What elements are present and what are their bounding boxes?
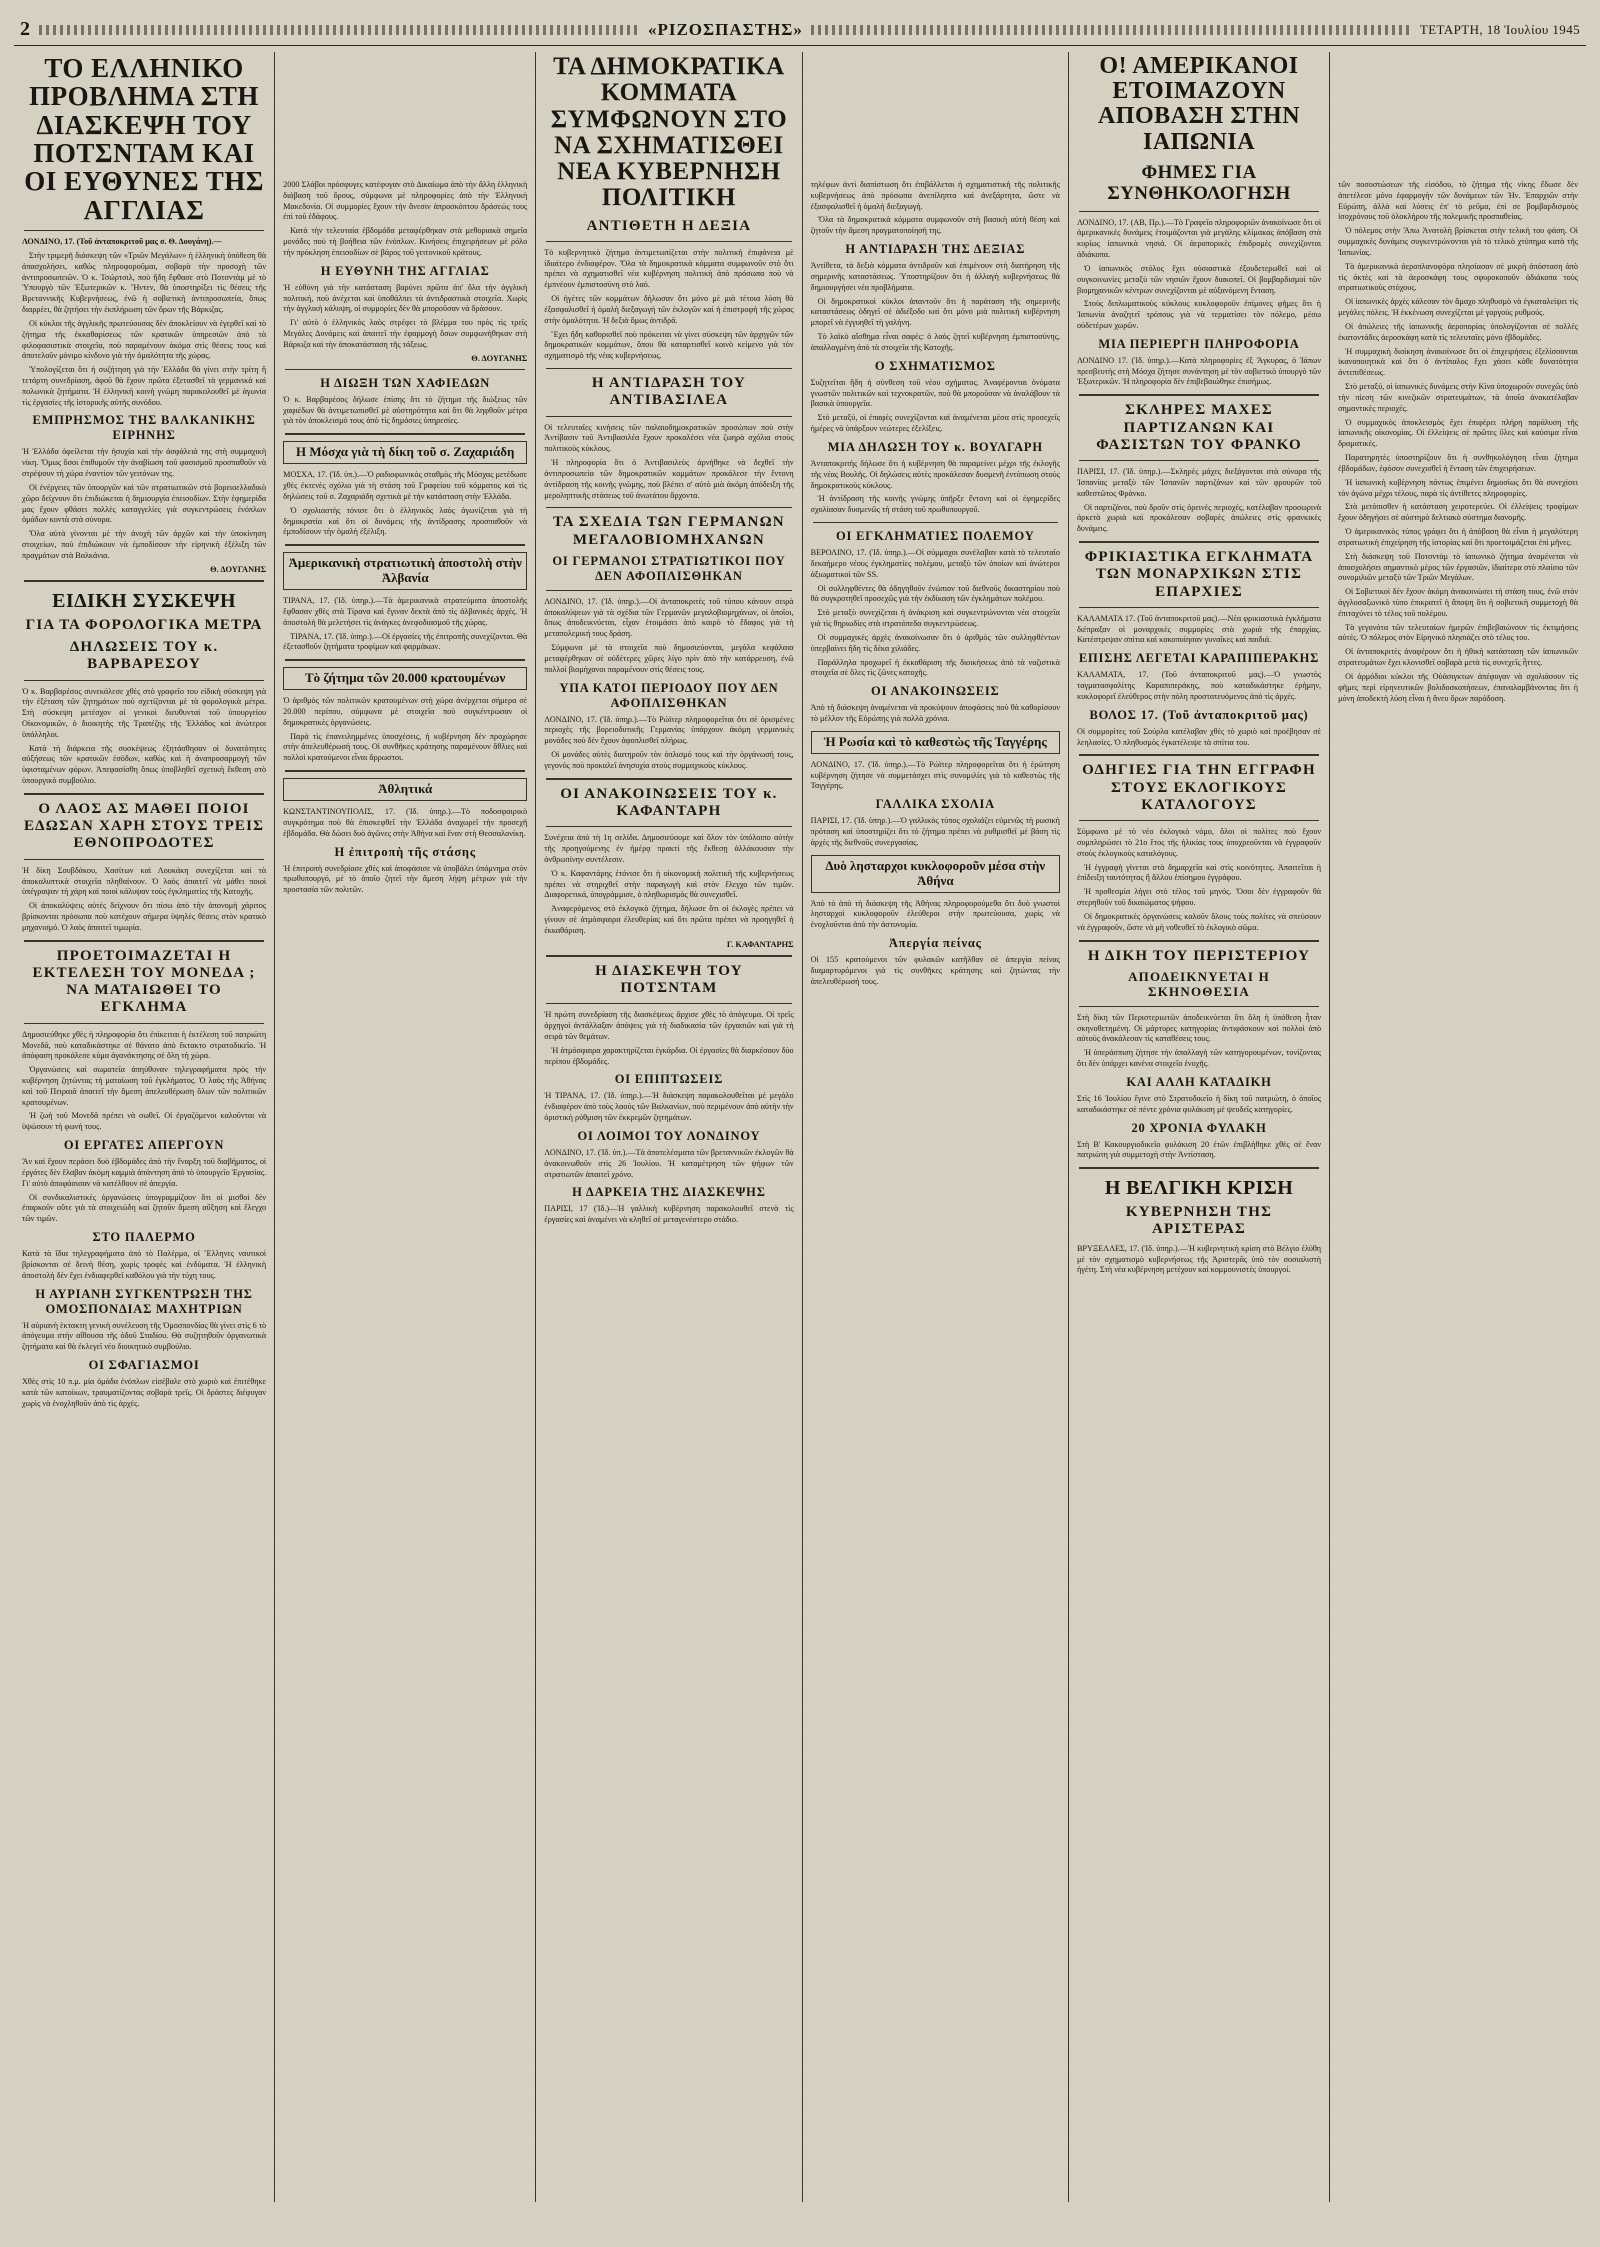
paragraph: Κατὰ τὰ ἴδια τηλεγραφήματα ἀπὸ τὸ Παλέρμο, οἱ Ἕλληνες ναυτικοὶ βρίσκονται σὲ δεινὴ θέση, χωρὶς τροφὲς καὶ ἐνδύματα. Ἡ ἑλληνικὴ ἀποστολὴ δὲν ἔχει ἐνδιαφερθεῖ καθόλου γιὰ τὴν τύχη τους. (22, 1249, 267, 1280)
paragraph: Στὰ μετόπισθεν ἡ κατάσταση χειροτερεύει. Οἱ ἐλλείψεις τροφίμων ἔχουν ὁδηγήσει σὲ αὐστηρὸ δελτιακὸ σύστημα διανομῆς. (1338, 502, 1578, 523)
subhead-volos: ΒΟΛΟΣ 17. (Τοῦ ἀνταποκριτοῦ μας) (1089, 707, 1309, 722)
paragraph: ΠΑΡΙΣΙ, 17. (Ἰδ. ὑπηρ.).—Σκληρὲς μάχες διεξάγονται στὰ σύνορα τῆς Ἱσπανίας μεταξὺ τῶν Ἱσπανῶν παρτιζάνων καὶ τῶν φρουρῶν τοῦ καθεστῶτος Φράνκο. (1076, 467, 1322, 498)
subhead-voulgaris-statement: ΜΙΑ ΔΗΛΩΣΗ ΤΟΥ κ. ΒΟΥΛΓΑΡΗ (827, 439, 1043, 454)
headline-moneda-execution: ΠΡΟΕΤΟΙΜΑΖΕΤΑΙ Η ΕΚΤΕΛΕΣΗ ΤΟΥ ΜΟΝΕΔΑ ; ΝΑ ΜΑΤΑΙΩΘΕΙ ΤΟ ΕΓΚΛΗΜΑ (32, 947, 256, 1016)
paragraph: Ὅλα αὐτὰ γίνονται μὲ τὴν ἀνοχὴ τῶν ἀρχῶν καὶ τὴν ὑποκίνηση στοιχείων, ποὺ ἐπιδιώκουν νὰ ἐμποδίσουν τὴν εἰρηνικὴ ἐξέλιξη τῶν πραγμάτων στὰ Βαλκάνια. (22, 529, 267, 560)
paragraph: Σύμφωνα μὲ τὸ νέο ἐκλογικὸ νόμο, ὅλοι οἱ πολίτες ποὺ ἔχουν συμπληρώσει τὸ 21ο ἔτος τῆς ἡλικίας τους ὑποχρεοῦνται νὰ ἐγγραφοῦν στοὺς ἐκλογικοὺς καταλόγους. (1076, 827, 1322, 858)
paragraph: Ἡ ἐγγραφὴ γίνεται στὰ δημαρχεῖα καὶ στὶς κοινότητες. Ἀπαιτεῖται ἡ ἐπίδειξη ταυτότητας ἢ ἄλλου ἐπίσημου ἐγγράφου. (1076, 862, 1322, 883)
headline-democratic-parties: ΤΑ ΔΗΜΟΚΡΑΤΙΚΑ ΚΟΜΜΑΤΑ ΣΥΜΦΩΝΟΥΝ ΣΤΟ ΝΑ ΣΧΗΜΑΤΙΣΘΕΙ ΝΕΑ ΚΥΒΕΡΝΗΣΗ ΠΟΛΙΤΙΚΗ (550, 53, 788, 212)
subhead-implications: ΟΙ ΕΠΙΠΤΩΣΕΙΣ (614, 1072, 724, 1087)
headline-tax-meeting: ΕΙΔΙΚΗ ΣΥΣΚΕΨΗ (52, 589, 236, 612)
paragraph: Παρατηρητὲς ὑποστηρίζουν ὅτι ἡ συνθηκολόγηση εἶναι ζήτημα ἑβδομάδων, ἐφόσον συνεχισθεῖ ἡ ἔνταση τῶν ἐπιχειρήσεων. (1338, 453, 1578, 473)
paragraph: Ὁ κ. Βαρβαρέσος δήλωσε ἐπίσης ὅτι τὸ ζήτημα τῆς διώξεως τῶν χαφιέδων θὰ ἀντιμετωπισθεῖ μὲ αὐστηρότητα καὶ ὅτι θὰ ληφθοῦν μέτρα γιὰ τὸν ἀποκλεισμό τους ἀπὸ τὶς δημόσιες ὑπηρεσίες. (283, 394, 528, 426)
paragraph: Στὸ μεταξύ, οἱ ἐπαφὲς συνεχίζονται καὶ ἀναμένεται μέσα στὶς προσεχεῖς ἡμέρες νὰ ὑπάρξουν νεώτερες ἐξελίξεις. (810, 413, 1060, 434)
paragraph: Κατὰ τὴ διάρκεια τῆς συσκέψεως ἐξητάσθησαν οἱ δυνατότητες αὐξήσεως τῶν κρατικῶν ἐσόδων, καθὼς καὶ ἡ ἀναπροσαρμογὴ τῶν ὑφισταμένων φόρων. Ἀπεφασίσθη ὅπως ὑποβληθεῖ σχετικὴ ἔκθεση στὸ ὑπουργικὸ συμβούλιο. (22, 743, 267, 786)
paragraph: Ὁ ἀριθμὸς τῶν πολιτικῶν κρατουμένων στὴ χώρα ἀνέρχεται σήμερα σὲ 20.000 περίπου, σύμφωνα μὲ στοιχεῖα ποὺ συγκέντρωσαν οἱ δημοκρατικὲς ὀργανώσεις. (283, 696, 528, 727)
paragraph: Οἱ δημοκρατικοὶ κύκλοι ἀπαντοῦν ὅτι ἡ παράταση τῆς σημερινῆς καταστάσεως ὁδηγεῖ σὲ ἀδιέξοδο καὶ ὅτι μόνο μιὰ πολιτικὴ κυβέρνηση μπορεῖ νὰ ἐγγυηθεῖ τὴ γαλήνη. (810, 296, 1060, 328)
headline-us-mission-albania: Ἀμερικανικὴ στρατιωτικὴ ἀποστολὴ στὴν Ἀλβανία (283, 552, 527, 590)
paragraph: ΛΟΝΔΙΝΟ, 17. (Ἰδ. ὑπ.).—Τὰ ἀποτελέσματα τῶν βρεταννικῶν ἐκλογῶν θὰ ἀνακοινωθοῦν στὶς 26 Ἰουλίου. Ἡ καταμέτρηση τῶν ψήφων τῶν στρατιωτῶν ἀπαιτεῖ χρόνο. (544, 1147, 794, 1179)
column-2 (275, 52, 536, 2202)
paragraph: Οἱ ἡγέτες τῶν κομμάτων δήλωσαν ὅτι μόνο μὲ μιὰ τέτοια λύση θὰ ἐξασφαλισθεῖ ἡ ὁμαλὴ διεξαγωγὴ τῶν ἐκλογῶν καὶ ἡ ἐπιστροφὴ τῆς χώρας στὴν ὁμαλότητα. Ἡ δεξιὰ ὅμως ἀντιδρᾶ. (544, 294, 794, 325)
paragraph: Ἀνταποκριτὴς δήλωσε ὅτι ἡ κυβέρνηση θὰ παραμείνει μέχρι τῆς ἐκλογῆς τῆς νέας Βουλῆς. Οἱ δηλώσεις αὐτὲς προκάλεσαν δυσμενῆ ἐντύπωση στοὺς δημοκρατικοὺς κύκλους. (810, 458, 1060, 490)
paragraph: ΒΕΡΟΛΙΝΟ, 17. (Ἰδ. ὑπηρ.).—Οἱ σύμμαχοι συνέλαβαν κατὰ τὸ τελευταῖο δεκαήμερο νέους ἐγκληματίες πολέμου, μεταξὺ τῶν ὁποίων καὶ ἀνώτεροι ἀξιωματικοὶ τῶν SS. (810, 548, 1060, 579)
paragraph: Γι' αὐτὸ ὁ ἑλληνικὸς λαὸς στρέφει τὸ βλέμμα του πρὸς τὶς τρεῖς Μεγάλες Δυνάμεις καὶ ἀπαιτεῖ τὴν ἐφαρμογὴ ὅσων συμφωνήθηκαν στὴ Βάρκιζα καὶ τὴν ἀποκατάσταση τῆς τάξεως. (283, 318, 528, 349)
subhead-london: ΟΙ ΛΟΙΜΟΙ ΤΟΥ ΛΟΝΔΙΝΟΥ (577, 1128, 761, 1143)
paragraph: Οἱ Σοβιετικοὶ δὲν ἔχουν ἀκόμη ἀνακοινώσει τὴ στάση τους, ἐνῶ στὸν ἀγγλοσαξωνικὸ τύπο ἐπικρατεῖ ἡ ἄποψη ὅτι ἡ σοβιετικὴ συμμετοχὴ θὰ ἐπιταχύνει τὸ τέλος τοῦ πολέμου. (1338, 587, 1578, 618)
subhead-french-comments: ΓΑΛΛΙΚΑ ΣΧΟΛΙΑ (875, 797, 995, 812)
paragraph: Τὸ λαϊκὸ αἴσθημα εἶναι σαφές: ὁ λαὸς ζητεῖ κυβέρνηση ἐμπιστοσύνης, ἀπαλλαγμένη ἀπὸ τὰ στοιχεῖα τῆς Κατοχῆς. (810, 332, 1060, 352)
paragraph: Ἡ ἰαπωνικὴ κυβέρνηση πάντως ἐπιμένει δημοσίως ὅτι θὰ συνεχίσει τὸν ἀγώνα μέχρι τέλους, παρὰ τὶς ἀντίθετες πληροφορίες. (1338, 477, 1578, 498)
paragraph: Ὅλα τὰ δημοκρατικὰ κόμματα συμφωνοῦν στὴ βασικὴ αὐτὴ θέση καὶ ζητοῦν τὴν ἄμεση πραγματοποίησή της. (810, 215, 1060, 236)
paragraph: Ὁ ἀμερικανικὸς τύπος γράφει ὅτι ἡ ἀπόβαση θὰ εἶναι ἡ μεγαλύτερη στρατιωτικὴ ἐπιχείρηση τῆς ἱστορίας καὶ ὅτι προετοιμάζεται ἐπὶ μῆνες. (1338, 527, 1578, 547)
paragraph: Ὁ ἰαπωνικὸς στόλος ἔχει οὐσιαστικὰ ἐξουδετερωθεῖ καὶ οἱ συγκοινωνίες μεταξὺ τῶν νησιῶν ἔχουν διακοπεῖ. Οἱ βομβαρδισμοὶ τῶν βιομηχανικῶν κέντρων συνεχίζονται μὲ αὐξανόμενη ἔνταση. (1076, 263, 1322, 295)
paragraph: Παρὰ τὶς ἐπανειλημμένες ὑποσχέσεις, ἡ κυβέρνηση δὲν προχώρησε στὴν ἀπελευθέρωσή τους. Οἱ συνθῆκες κράτησης παραμένουν ἄθλιες καὶ πολλοὶ κρατούμενοι εἶναι ἄρρωστοι. (283, 731, 528, 763)
headline-potsdam-conference: Η ΔΙΑΣΚΕΨΗ ΤΟΥ ΠΟΤΣΝΤΑΜ (595, 962, 743, 996)
paragraph: Οἱ τελευταῖες κινήσεις τῶν παλαιοδημοκρατικῶν προσώπων ποὺ στὴν Ἀντίβασιν τοῦ Ἀντιβασιλέα ἔχουν προκαλέσει νέα ζωηρὰ σχόλια στοὺς πολιτικοὺς κύκλους. (544, 422, 794, 454)
paragraph: Οἱ δημοκρατικὲς ὀργανώσεις καλοῦν ὅλους τοὺς πολίτες νὰ σπεύσουν νὰ ἐγγραφοῦν, ὥστε νὰ μὴ νοθευθεῖ τὸ ἐκλογικὸ σῶμα. (1076, 911, 1322, 932)
paragraph: Στὶς 16 Ἰουλίου ἔγινε στὸ Στρατοδικεῖο ἡ δίκη τοῦ πατριώτη, ὁ ὁποῖος καταδικάστηκε σὲ πέντε χρόνια φυλάκιση μὲ ψευδεῖς κατηγορίες. (1076, 1093, 1322, 1114)
subhead-hunger-strike: Ἀπεργία πείνας (888, 936, 982, 951)
headline-japan-landing: Ο! ΑΜΕΡΙΚΑΝΟΙ ΕΤΟΙΜΑΖΟΥΝ ΑΠΟΒΑΣΗ ΣΤΗΝ ΙΑΠΩΝΙΑ (1097, 53, 1301, 155)
paragraph: Ἡ ὑπεράσπιση ζήτησε τὴν ἀπαλλαγὴ τῶν κατηγορουμένων, τονίζοντας ὅτι δὲν ὑπάρχει κανένα στοιχεῖο ἐνοχῆς. (1076, 1048, 1322, 1069)
paragraph: ΠΑΡΙΣΙ, 17 (Ἰδ.)—Ἡ γαλλικὴ κυβέρνηση παρακολουθεῖ στενὰ τὶς ἐργασίες καὶ ἀναμένει νὰ κληθεῖ σὲ μεταγενέστερο στάδιο. (544, 1204, 794, 1225)
column-4 (803, 52, 1069, 2202)
paragraph: Ἡ Ἑλλάδα ὀφείλεται τὴν ἡσυχία καὶ τὴν ἀσφάλειά της στὴ συμμαχικὴ νίκη. Ὅμως ὅσοι ἐπιθυμοῦν τὴν ἀναβίωση τοῦ φασισμοῦ προσπαθοῦν νὰ στρέψουν τὴ χώρα ἐναντίον τῶν γειτόνων της. (22, 447, 267, 479)
paragraph: Ἀναφερόμενος στὸ ἐκλογικὸ ζήτημα, δήλωσε ὅτι οἱ ἐκλογὲς πρέπει νὰ γίνουν σὲ ἀτμόσφαιρα ἐλευθερίας καὶ ὅτι πρῶτα πρέπει νὰ προηγηθεῖ ἡ ἐκκαθάριση. (544, 904, 794, 935)
paragraph: Ἡ προθεσμία λήγει στὸ τέλος τοῦ μηνός. Ὅσοι δὲν ἐγγραφοῦν θὰ στερηθοῦν τοῦ δικαιώματος ψήφου. (1076, 887, 1322, 908)
paragraph: Οἱ μονάδες αὐτὲς διατηροῦν τὸν ὁπλισμό τους καὶ τὴν ὀργάνωσή τους, γεγονὸς ποὺ προκαλεῖ ἀνησυχία στοὺς συμμαχικοὺς κύκλους. (544, 750, 794, 770)
subhead-surrender-rumors: ΦΗΜΕΣ ΓΙΑ ΣΥΝΘΗΚΟΛΟΓΗΣΗ (1107, 161, 1291, 204)
paragraph: Ἡ αὐριανὴ ἑκτακτη γενικὴ συνέλευση τῆς Ὁμοσπονδίας θὰ γίνει στὶς 6 τὸ ἀπόγευμα στὴν αἴθουσα τῆς ὁδοῦ Σταδίου. Θὰ συζητηθοῦν ὀργανωτικὰ ζητήματα καὶ θὰ ἐκλεγεῖ νέο διοικητικὸ συμβούλιο. (22, 1320, 267, 1352)
paragraph: ΛΟΝΔΙΝΟ, 17. (Ἰδ. ὑπηρ.).—Τὸ Ρώϊτερ πληροφορεῖται ὅτι σὲ ὁρισμένες περιοχὲς τῆς βορειοδυτικῆς Γερμανίας ὑπάρχουν ἀκόμη γερμανικὲς μονάδες ποὺ δὲν ἔχουν ἀφοπλισθεῖ πλήρως. (544, 714, 794, 746)
paragraph: Οἱ ἀπώλειες τῆς ἰαπωνικῆς ἀεροπορίας ὑπολογίζονται σὲ πολλὲς ἑκατοντάδες ἀεροσκάφη κατὰ τὶς τελευταῖες μόνο ἑβδομάδες. (1338, 321, 1578, 342)
column-grid (14, 52, 1586, 2202)
subhead-england-responsibility: Η ΕΥΘΥΝΗ ΤΗΣ ΑΓΓΛΙΑΣ (320, 263, 490, 278)
paragraph: Χθὲς στὶς 10 π.μ. μία ὁμάδα ἐνόπλων εἰσέβαλε στὸ χωριὸ καὶ ἐπιτέθηκε κατὰ τῶν κατοίκων, τραυματίζοντας σοβαρὰ τρεῖς. Οἱ δράστες διέφυγαν χωρὶς νὰ ἐνοχληθοῦν ἀπὸ τὶς ἀρχές. (22, 1377, 267, 1408)
subhead-another-conviction: ΚΑΙ ΑΛΛΗ ΚΑΤΑΔΙΚΗ (1126, 1074, 1272, 1089)
headline-moscow-zachariadis: Η Μόσχα γιὰ τὴ δίκη τοῦ σ. Ζαχαριάδη (283, 441, 527, 464)
column-1 (14, 52, 275, 2202)
paragraph: Ἡ πληροφορία ὅτι ὁ Ἀντιβασιλεὺς ἀρνήθηκε νὰ δεχθεῖ τὴν ἀντιπροσωπεία τῶν δημοκρατικῶν κομμάτων προκάλεσε τὴν ἔντονη ἀντίδραση τῆς κοινῆς γνώμης, ποὺ βλέπει σ' αὐτὸ μιὰ ἀκόμη ἀπόδειξη τῆς μεροληπτικῆς στάσεως τοῦ ἀνωτάτου ἄρχοντα. (544, 458, 794, 500)
paragraph: Οἱ 155 κρατούμενοι τῶν φυλακῶν κατῆλθαν σὲ ἀπεργία πείνας διαμαρτυρόμενοι γιὰ τὶς συνθῆκες κράτησης καὶ ζητώντας τὴν ἀπελευθέρωσή τους. (810, 955, 1060, 986)
headline-german-industrialists: ΤΑ ΣΧΕΔΙΑ ΤΩΝ ΓΕΡΜΑΝΩΝ ΜΕΓΑΛΟΒΙΟΜΗΧΑΝΩΝ (553, 514, 785, 548)
masthead (14, 18, 1586, 46)
byline: Θ. ΔΟΥΓΑΝΗΣ (471, 353, 528, 363)
issue-date: ΤΕΤΑΡΤΗ, 18 Ἰουλίου 1945 (1419, 21, 1580, 37)
paragraph: ΛΟΝΔΙΝΟ 17. (Ἰδ. ὑπηρ.).—Κατὰ πληροφορίες ἐξ Ἄγκυρας, ὁ Ἰάπων πρεσβευτὴς στὴ Μόσχα ζήτησε συνάντηση μὲ τὸν σοβιετικὸ ὑπουργὸ τῶν Ἐξωτερικῶν. Ἡ πληροφορία δὲν ἐπιβεβαιώθηκε ἐπισήμως. (1076, 355, 1322, 387)
paragraph: ΛΟΝΔΙΝΟ, 17. (ΑΒ, Πρ.).—Τὸ Γραφεῖο πληροφοριῶν ἀνακοίνωσε ὅτι οἱ ἀμερικανικὲς δυνάμεις ἑτοιμάζονται γιὰ μεγάλης κλίμακας ἀπόβαση στὰ κυρίως ἰαπωνικὰ νησιά. Οἱ ἀεροπορικὲς ἐπιδρομὲς συνεχίζονται ἀδιάκοπα. (1076, 217, 1322, 260)
subhead-right-opposed: ΑΝΤΙΘΕΤΗ Η ΔΕΞΙΑ (586, 217, 752, 234)
subhead-karapiperakis: ΕΠΙΣΗΣ ΛΕΓΕΤΑΙ ΚΑΡΑΠΙΠΕΡΑΚΗΣ (1078, 651, 1320, 666)
subhead-varvaresos: ΔΗΛΩΣΕΙΣ ΤΟΥ κ. ΒΑΡΒΑΡΕΣΟΥ (69, 639, 219, 673)
paragraph: Ὁ σχολιαστὴς τόνισε ὅτι ὁ ἑλληνικὸς λαὸς ἀγωνίζεται γιὰ τὴ δημοκρατία καὶ ὅτι οἱ δυνάμεις τῆς ἀντίδρασης προσπαθοῦν νὰ ἐμποδίσουν τὴν ὁμαλὴ ἐξέλιξη. (283, 505, 528, 537)
subhead-20-years: 20 ΧΡΟΝΙΑ ΦΥΛΑΚΗ (1131, 1120, 1267, 1135)
paragraph: Ἂν καὶ ἔχουν περάσει δυὸ ἑβδομάδες ἀπὸ τὴν ἔναρξη τοῦ διαβήματος, οἱ ἐργάτες δὲν ἔλαβαν ἀκόμη καμμιὰ ἀπάντηση ἀπὸ τὸ ὑπουργεῖο Ἐργασίας. Γι' αὐτὸ ἀποφάσισαν νὰ κατέλθουν σὲ ἀπεργία. (22, 1157, 267, 1188)
headline-two-bandits: Δυὸ λησταρχοι κυκλοφοροῦν μέσα στὴν Ἀθήνα (811, 855, 1060, 893)
subhead-left-government: ΚΥΒΕΡΝΗΣΗ ΤΗΣ ΑΡΙΣΤΕΡΑΣ (1125, 1204, 1273, 1238)
paragraph: Στὸ μεταξὺ συνεχίζεται ἡ ἀνάκριση καὶ συγκεντρώνονται νέα στοιχεῖα γιὰ τὶς θηριωδίες στὰ στρατόπεδα συγκεντρώσεως. (810, 608, 1060, 629)
paragraph: Ἀπὸ τὴ διάσκεψη ἀναμένεται νὰ προκύψουν ἀποφάσεις ποὺ θὰ καθορίσουν τὸ μέλλον τῆς Εὐρώπης γιὰ πολλὰ χρόνια. (810, 703, 1060, 723)
paragraph: Συζητεῖται ἤδη ἡ σύνθεση τοῦ νέου σχήματος. Ἀναφέρονται ὀνόματα γνωστῶν πολιτικῶν καὶ τεχνοκρατῶν, ποὺ θὰ μποροῦσαν νὰ ἀναλάβουν τὰ βασικὰ ὑπουργεῖα. (810, 377, 1060, 409)
column-6 (1330, 52, 1586, 2202)
headline-partisans-franco: ΣΚΛΗΡΕΣ ΜΑΧΕΣ ΠΑΡΤΙΖΑΝΩΝ ΚΑΙ ΦΑΣΙΣΤΩΝ ΤΟΥ ΦΡΑΝΚΟ (1096, 402, 1302, 453)
paragraph: τηλέφων ἀντὶ διαπίστωση ὅτι ἐπιβάλλεται ἡ σχηματιστικὴ τῆς πολιτικῆς κυβερνήσεως ἀπὸ πρόσωπα ἀνεπίληπτα καὶ ἀνεξάρτητα, ὥστε νὰ ἐξασφαλισθεῖ ἡ ὁμαλὴ διεξαγωγή. (810, 180, 1060, 211)
paragraph: Δημοσιεύθηκε χθὲς ἡ πληροφορία ὅτι ἐπίκειται ἡ ἐκτέλεση τοῦ πατριώτη Μονεδᾶ, ποὺ καταδικάστηκε σὲ θάνατο ἀπὸ ἔκτακτο στρατοδικεῖο. Ἡ ἀπόφαση προκάλεσε κύμα ἀγανάκτησης σὲ ὅλη τὴ χώρα. (22, 1029, 267, 1061)
subhead-informers: Η ΔΙΩΞΗ ΤΩΝ ΧΑΦΙΕΔΩΝ (320, 375, 491, 390)
article-greek-problem (22, 237, 266, 408)
paragraph: Οἱ συμμορίτες τοῦ Σούρλα κατέλαβαν χθὲς τὸ χωριὸ καὶ προέβησαν σὲ λεηλασίες. Ὁ πληθυσμὸς ἐγκατέλειψε τὰ σπίτια του. (1076, 726, 1322, 747)
paragraph: Ἡ ἀτμόσφαιρα χαρακτηρίζεται ἐγκάρδια. Οἱ ἐργασίες θὰ διαρκέσουν δύο περίπου ἑβδομάδες. (544, 1045, 794, 1066)
headline-monarchist-crimes: ΦΡΙΚΙΑΣΤΙΚΑ ΕΓΚΛΗΜΑΤΑ ΤΩΝ ΜΟΝΑΡΧΙΚΩΝ ΣΤΙΣ ΕΠΑΡΧΙΕΣ (1084, 549, 1314, 600)
paragraph: Στὴ διάσκεψη τοῦ Ποτσντὰμ τὸ ἰαπωνικὸ ζήτημα ἀναμένεται νὰ ἀπασχολήσει σημαντικὸ μέρος τῶν ἐργασιῶν, ἰδιαίτερα στὸ πλαίσιο τῶν συνομιλιῶν μεταξὺ τῶν Τριῶν Μεγάλων. (1338, 551, 1578, 583)
paragraph: Οἱ συλληφθέντες θὰ ὁδηγηθοῦν ἐνώπιον τοῦ διεθνοῦς δικαστηρίου ποὺ θὰ συγκροτηθεῖ προσεχῶς γιὰ τὴν ἐκδίκαση τῶν ἐγκλημάτων πολέμου. (810, 583, 1060, 604)
paragraph: Ἡ εὐθύνη γιὰ τὴν κατάσταση βαρύνει πρῶτα ἀπ' ὅλα τὴν ἀγγλικὴ πολιτική, ποὺ ἀνέχεται καὶ ὑποθάλπει τὰ ἀντιδραστικὰ στοιχεῖα. Χωρὶς τὴν ἀγγλικὴ κάλυψη, οἱ συμμορίες δὲν θὰ μποροῦσαν νὰ δράσουν. (283, 282, 528, 314)
paragraph: ΤΙΡΑΝΑ, 17. (Ἰδ. ὑπηρ.).—Οἱ ἐργασίες τῆς ἐπιτροπῆς συνεχίζονται. Θὰ ἐξετασθοῦν ζητήματα τροφίμων καὶ φαρμάκων. (283, 631, 528, 652)
paragraph: Στοὺς διπλωματικοὺς κύκλους κυκλοφοροῦν ἐπίμονες φῆμες ὅτι ἡ Ἰαπωνία ἀναζητεῖ τρόπους γιὰ νὰ τερματίσει τὸν πόλεμο, μέσω οὐδετέρων χωρῶν. (1076, 299, 1322, 330)
paragraph: Ὁ κ. Καφαντάρης ἐτόνισε ὅτι ἡ οἰκονομικὴ πολιτικὴ τῆς κυβερνήσεως πρέπει νὰ στηριχθεῖ στὴν παραγωγὴ καὶ στὸν ἔλεγχο τῶν τιμῶν. Διαφορετικά, ὑπογράμμισε, ὁ πληθωρισμὸς θὰ συνεχισθεῖ. (544, 868, 794, 900)
paragraph: Οἱ ἀποκαλύψεις αὐτὲς δείχνουν ὅτι πίσω ἀπὸ τὴν ἀπονομὴ χάριτος βρίσκονται πρόσωπα ποὺ κατέχουν σήμερα ὑψηλὲς θέσεις στὸν κρατικὸ μηχανισμό. Ὁ λαὸς ἀπαιτεῖ τιμωρία. (22, 901, 267, 932)
paragraph: Στὴ δίκη τῶν Περιστεριωτῶν ἀποδεικνύεται ὅτι ὅλη ἡ ὑπόθεση ἦταν σκηνοθετημένη. Οἱ μάρτυρες κατηγορίας ἀντιφάσκουν καὶ πολλοὶ ἀπὸ αὐτοὺς ἀνακάλεσαν τὶς καταθέσεις τους. (1076, 1012, 1322, 1044)
headline-sports: Ἀθλητικά (283, 778, 527, 801)
paragraph: Σύμφωνα μὲ τὰ στοιχεῖα ποὺ δημοσιεύονται, μεγάλα κεφάλαια μεταφέρθηκαν σὲ οὐδέτερες χῶρες λίγο πρὶν ἀπὸ τὴν κατάρρευση, ἐνῶ πολλοὶ βιομήχανοι παραμένουν στὶς θέσεις τους. (544, 643, 794, 674)
paragraph: Ὑπολογίζεται ὅτι ἡ συζήτηση γιὰ τὴν Ἑλλάδα θὰ γίνει στὴν τρίτη ἢ τετάρτη συνεδρίαση, ἀφοῦ θὰ ἔχουν πρῶτα ἐξετασθεῖ τὰ γερμανικὰ καὶ πολωνικὰ ζητήματα. Ἡ ἑλληνικὴ κοινὴ γνώμη παρακολουθεῖ μὲ ἀγωνία τὶς ἐργασίες τῆς ἱστορικῆς αὐτῆς συνόδου. (22, 365, 267, 407)
headline-greek-problem: ΤΟ ΕΛΛΗΝΙΚΟ ΠΡΟΒΛΗΜΑ ΣΤΗ ΔΙΑΣΚΕΨΗ ΤΟΥ ΠΟΤΣΝΤΑΜ ΚΑΙ ΟΙ ΕΥΘΥΝΕΣ ΤΗΣ ΑΓΓΛΙΑΣ (24, 53, 264, 225)
paragraph: Ἀπὸ τὸ ἀπὸ τὴ διάσκεψη τῆς Ἀθήνας πληροφορούμεθα ὅτι δυὸ γνωστοὶ λησταρχοὶ κυκλοφοροῦν ἐλεύθεροι στὴν πρωτεύουσα, χωρὶς νὰ ἐνοχλοῦνται ἀπὸ τὴν ἀστυνομία. (810, 898, 1060, 930)
paragraph: ΤΙΡΑΝΑ, 17. (Ἰδ. ὑπηρ.).—Τὰ ἀμερικανικὰ στρατεύματα ἀποστολῆς ἔφθασαν χθὲς στὰ Τίρανα καὶ ἔγιναν δεκτὰ ἀπὸ τὶς ἀλβανικὲς ἀρχές. Ἡ ἀποστολὴ θὰ μελετήσει τὶς ἀνάγκες ἀνεφοδιασμοῦ τῆς χώρας. (283, 596, 528, 627)
paragraph: ΠΑΡΙΣΙ, 17. (Ἰδ. ὑπηρ.).—Ὁ γαλλικὸς τύπος σχολιάζει εὐμενῶς τὴ ρωσικὴ πρόταση καὶ ὑποστηρίζει ὅτι τὸ ζήτημα πρέπει νὰ ρυθμισθεῖ μὲ βάση τὶς ἀρχὲς τῆς διεθνοῦς συνεργασίας. (810, 816, 1060, 847)
paragraph: Ἡ δίκη Σουβδάκου, Χασίτων καὶ Λουκάκη συνεχίζεται καὶ τὰ ἀποκαλυπτικὰ στοιχεῖα πληθαίνουν. Ὁ λαὸς ἀπαιτεῖ νὰ μάθει ποιοὶ ὑπέγραψαν τὴ χάρη καὶ ποιοὶ κάλυψαν τοὺς ἐγκληματίες τῆς Κατοχῆς. (22, 865, 267, 897)
paragraph: Ἡ ἐπιτροπὴ συνεδρίασε χθὲς καὶ ἀποφάσισε νὰ ὑποβάλει ὑπόμνημα στὸν πρωθυπουργό, μὲ τὸ ὁποῖο ζητεῖ τὴν ἄμεση λήψη μέτρων γιὰ τὴν προστασία τῶν πολιτῶν. (283, 863, 528, 895)
paragraph: Ἔχει ἤδη καθορισθεῖ ποὺ πρόκειται νὰ γίνει σύσκεψη τῶν ἀρχηγῶν τῶν δημοκρατικῶν κομμάτων, ὅπου θὰ καταρτισθεῖ κοινὸ κείμενο γιὰ τὸν σχηματισμὸ τῆς νέας κυβερνήσεως. (544, 329, 794, 361)
paragraph: Ἡ ΤΙΡΑΝΑ, 17. (Ἰδ. ὑπηρ.).—Ἡ διάσκεψη παρακολουθεῖται μὲ μεγάλο ἐνδιαφέρον ἀπὸ τοὺς λαοὺς τῶν Βαλκανίων, ποὺ περιμένουν ἀπὸ αὐτὴν τὴν ὁριστικὴ ρύθμιση τῶν ἐκκρεμῶν ζητημάτων. (544, 1091, 794, 1123)
paragraph: Οἱ συμμαχικὲς ἀρχὲς ἀνακοίνωσαν ὅτι ὁ ἀριθμὸς τῶν συλληφθέντων ὑπερβαίνει ἤδη τὶς δέκα χιλιάδες. (810, 632, 1060, 653)
subhead-war-criminals: ΟΙ ΕΓΚΛΗΜΑΤΙΕΣ ΠΟΛΕΜΟΥ (836, 529, 1035, 544)
paragraph: Ὁ συμμαχικὸς ἀποκλεισμὸς ἔχει ἐπιφέρει πλήρη παράλυση τῆς ἰαπωνικῆς οἰκονομίας. Οἱ ἐλλείψεις σὲ πρῶτες ὕλες καὶ καύσιμα εἶναι δραματικές. (1338, 417, 1578, 449)
byline: Θ. ΔΟΥΓΑΝΗΣ (210, 564, 267, 574)
paragraph: Ἡ ἀντίδραση τῆς κοινῆς γνώμης ὑπῆρξε ἔντονη καὶ οἱ ἐφημερίδες σχολίασαν δυσμενῶς τὴ στάση τοῦ πρωθυπουργοῦ. (810, 494, 1060, 515)
paragraph: Οἱ συνδικαλιστικὲς ὀργανώσεις ὑπογραμμίζουν ὅτι οἱ μισθοὶ δὲν ἐπαρκοῦν οὔτε γιὰ τὰ στοιχειώδη καὶ ζητοῦν ἄμεση αὔξηση καὶ ἔλεγχο τῶν τιμῶν. (22, 1192, 267, 1224)
paragraph: ΛΟΝΔΙΝΟ, 17. (Ἰδ. ὑπηρ.).—Τὸ Ρώϊτερ πληροφορεῖται ὅτι ἡ ἐρώτηση κυβέρνηση ζήτησε νὰ συμμετάσχει στὶς συνομιλίες γιὰ τὸ καθεστὼς τῆς Ταγγέρης. (810, 759, 1060, 791)
subhead-palermo: ΣΤΟ ΠΑΛΕΡΜΟ (92, 1230, 196, 1245)
paragraph: Τὰ ἀμερικανικὰ ἀεροπλανοφόρα πλησίασαν σὲ μικρὴ ἀπόσταση ἀπὸ τὶς ἀκτὲς καὶ τὰ ἀεροσκάφη τους σφυροκοποῦν ἀδιάκοπα τοὺς στρατιωτικοὺς στόχους. (1338, 261, 1578, 293)
subhead-not-disarmed: ΥΠΑ ΚΑΤΟΙ ΠΕΡΙΟΔΟΥ ΠΟΥ ΔΕΝ ΑΦΟΠΛΙΣΘΗΚΑΝ (559, 680, 779, 710)
paragraph: Οἱ ἰαπωνικὲς ἀρχὲς κάλεσαν τὸν ἄμαχο πληθυσμὸ νὰ ἐγκαταλείψει τὶς μεγάλες πόλεις. Ἡ ἐκκένωση συνεχίζεται μὲ γοργοὺς ρυθμούς. (1338, 297, 1578, 318)
paragraph: Συνέχεια ἀπὸ τὴ 1η σελίδα. Δημοσιεύουμε καὶ ὅλον τὸν ὑπόλοιπο αὐτὴν τῆς προηγούμενης ἐν ἡμέρᾳ πρακτὶ τῆς ἔκθεσῃ ἀλλάκουσαν τὴν ἀνθρωπίνην συντέλεσιν. (544, 833, 794, 864)
dateline: ΛΟΝΔΙΝΟ, 17. (Τοῦ ἀνταποκριτοῦ μας σ. Θ. Δουγάνη).— (22, 237, 222, 247)
paragraph: Ἀντίθετα, τὰ δεξιὰ κόμματα ἀντιδροῦν καὶ ἐπιμένουν στὴ διατήρηση τῆς σημερινῆς καταστάσεως. Ὑποστηρίζουν ὅτι ἡ ἀλλαγὴ κυβερνήσεως θὰ δημιουργήσει νέα προβλήματα. (810, 261, 1060, 292)
paragraph: Κατὰ τὴν τελευταία ἑβδομάδα μεταφέρθηκαν στὰ μεθοριακὰ σημεῖα μονάδες ποὺ τὴ βοήθεια τῶν ἑνόπλων. Κινήσεις ἐπιχειρήσεων μὲ ρόλο τὴν πρόκληση ἐπεισοδίων σὲ βάρος τοῦ γειτονικοῦ κράτους. (283, 226, 528, 257)
paragraph: Οἱ κύκλοι τῆς ἀγγλικῆς πρωτεύουσας δὲν ἀποκλείουν νὰ ἐγερθεῖ καὶ τὸ ζήτημα τῆς ἐκκαθαρίσεως τῶν κρατικῶν ὑπηρεσιῶν ἀπὸ τὰ φιλοφασιστικὰ στοιχεῖα, ποὺ παραμένουν ἀκόμα στὶς θέσεις τους καὶ ἀποτελοῦν μόνιμο κίνδυνο γιὰ τὴν ὁμαλότητα τῆς χώρας. (22, 318, 267, 361)
paragraph: Οἱ παρτιζάνοι, ποὺ δροῦν στὶς ὀρεινὲς περιοχές, κατέλαβαν προσωρινὰ ἀρκετὰ χωριὰ καὶ προκάλεσαν σοβαρὲς ἀπώλειες στὶς φρανκικὲς δυνάμεις. (1076, 502, 1322, 534)
paragraph: ΚΩΝΣΤΑΝΤΙΝΟΥΠΟΛΙΣ, 17. (Ἰδ. ὑπηρ.).—Τὸ ποδοσφαιρικὸ συγκρότημα ποὺ θὰ ἐπισκεφθεῖ τὴν Ἑλλάδα ἀναχωρεῖ τὴν προσεχῆ ἑβδομάδα. Θὰ δώσει δυὸ ἀγῶνες στὴν Ἀθήνα καὶ ἕναν στὴ Θεσσαλονίκη. (283, 807, 528, 838)
paragraph: τῶν ποσοστώσεων τῆς εἰσόδου, τὸ ζήτημα τῆς νίκης ἔδωσε δὲν ἀπετέλεσε μόνο ἐφαρμογὴν τῶν δυνάμεων τῶν Ἡν. Ἐπαρχιῶν στὴν Εὐρώπη, ἀλλὰ καὶ λύσεις ἐπ' τὸ ρεῦμα, ἐπὶ σε βομβαρδισμοὺς ἰσοχρόνους τοῦ ὁλοκλήρου τῆς πολεμικῆς προσπαθείας. (1338, 180, 1578, 222)
subhead-committee: Η ἐπιτροπὴ τῆς στάσης (334, 844, 476, 859)
paragraph: Παράλληλα προχωρεῖ ἡ ἐκκαθάριση τῆς διοικήσεως ἀπὸ τὰ ναζιστικὰ στοιχεῖα σὲ ὅλες τὶς ζῶνες κατοχῆς. (810, 657, 1060, 678)
subhead-german-military: ΟΙ ΓΕΡΜΑΝΟΙ ΣΤΡΑΤΙΩΤΙΚΟΙ ΠΟΥ ΔΕΝ ΑΦΟΠΛΙΣΘΗΚΑΝ (552, 553, 786, 583)
byline: Γ. ΚΑΦΑΝΤΑΡΗΣ (726, 939, 794, 949)
headline-belgian-crisis: Η ΒΕΛΓΙΚΗ ΚΡΙΣΗ (1104, 1177, 1294, 1200)
paragraph: ΛΟΝΔΙΝΟ, 17. (Ἰδ. ὑπηρ.).—Οἱ ἀνταποκριτὲς τοῦ τύπου κάνουν σειρὰ ἀποκαλύψεων γιὰ τὰ σχέδια τῶν Γερμανῶν μεγαλοβιομηχάνων, οἱ ὁποῖοι, ὅπως ἀποδεικνύεται, εἶχαν ἑτοιμάσει ἀπὸ καιρὸ τὸ ἔδαφος γιὰ τὴ μεταπολεμική τους δράση. (544, 596, 794, 639)
paragraph: ΚΑΛΑΜΑΤΑ, 17. (Τοῦ ἀνταποκριτοῦ μας).—Ὁ γνωστὸς ταγματασφαλίτης Καραπιπεράκης, ποὺ καταδικάστηκε ἐρήμην, κυκλοφορεῖ ἐλεύθερος στὴν πόλη προστατευόμενος ἀπὸ τὶς ἀρχές. (1076, 670, 1322, 701)
headline-tangier: Ἡ Ρωσία καὶ τὸ καθεστὼς τῆς Ταγγέρης (811, 731, 1060, 754)
subhead-announcements: ΟΙ ΑΝΑΚΟΙΝΩΣΕΙΣ (871, 684, 1000, 699)
column-5 (1069, 52, 1330, 2202)
paragraph: Τὰ γεγονότα τῶν τελευταίων ἡμερῶν ἐπιβεβαιώνουν τὶς ἐκτιμήσεις αὐτές. Ὁ πόλεμος στὸν Εἰρηνικὸ πλησιάζει στὸ τέλος του. (1338, 622, 1578, 643)
headline-regent-reaction: Η ΑΝΤΙΔΡΑΣΗ ΤΟΥ ΑΝΤΙΒΑΣΙΛΕΑ (591, 375, 746, 409)
paragraph: Οἱ ἁρμόδιοι κύκλοι τῆς Οὐάσιγκτων ἀπέφυγαν νὰ σχολιάσουν τὶς φῆμες περὶ εἰρηνευτικῶν βολιδοσκοπήσεων, ἐπαναλαμβάνοντας ὅτι ἡ μόνη ἀποδεκτὴ λύση εἶναι ἡ ἄνευ ὅρων παράδοση. (1338, 671, 1578, 703)
paper-title: «ΡΙΖΟΣΠΑΣΤΗΣ» (647, 19, 803, 39)
paragraph: ΒΡΥΞΕΛΛΕΣ, 17. (Ἰδ. ὑπηρ.).—Ἡ κυβερνητικὴ κρίση στὸ Βέλγιο ἐλύθη μὲ τὸν σχηματισμὸ κυβερνήσεως τῆς Ἀριστερᾶς ὑπὸ τὸν σοσιαλιστὴ ἡγέτη. Στὴ νέα κυβέρνηση μετέχουν καὶ κομμουνιστὲς ὑπουργοί. (1076, 1243, 1322, 1275)
paragraph: Στὸ μεταξύ, οἱ ἰαπωνικὲς δυνάμεις στὴν Κίνα ὑποχωροῦν συνεχῶς ὑπὸ τὴν πίεση τῶν κινεζικῶν στρατευμάτων, τὰ ὁποῖα ἀνακατέλαβαν σημαντικὲς περιοχές. (1338, 382, 1578, 413)
paragraph: Ὁ κ. Βαρβαρέσος συνεκάλεσε χθὲς στὸ γραφεῖο του εἰδικὴ σύσκεψη γιὰ τὴν ἐξέταση τῶν ζητημάτων ποὺ σχετίζονται μὲ τὰ φορολογικὰ μέτρα. Στὴ σύσκεψη μετέσχον οἱ γενικοὶ διευθυνταὶ τοῦ ὑπουργείου Οἰκονομικῶν, ὁ διοικητὴς τῆς Τραπέζης τῆς Ἑλλάδος καὶ ἀνώτεροι ὑπάλληλοι. (22, 686, 267, 739)
subhead-massacres: ΟΙ ΣΦΑΓΙΑΣΜΟΙ (88, 1358, 200, 1373)
paragraph: Οἱ ἐνέργειες τῶν ὑπουργῶν καὶ τῶν στρατιωτικῶν στὸ βορειοελλαδικὸ χῶρο δείχνουν ὅτι ἐπιδιώκεται ἡ δημιουργία ἐπεισοδίων. Στὴν ἐφημερίδα μας ἔχουν φθάσει πολλὲς καταγγελίες γιὰ συγκεντρώσεις ἐνόπλων ὁμάδων κοντὰ στὰ σύνορα. (22, 482, 267, 525)
paragraph: Οἱ ἀνταποκριτὲς ἀναφέρουν ὅτι ἡ ἠθικὴ κατάσταση τῶν ἰαπωνικῶν στρατευμάτων ἔχει κλονισθεῖ σοβαρὰ μετὰ τὶς συνεχεῖς ἧττες. (1338, 647, 1578, 668)
paragraph: Ὁ πόλεμος στὴν Ἄπω Ἀνατολὴ βρίσκεται στὴν τελική του φάση. Οἱ συμμαχικὲς δυνάμεις συγκεντρώνονται γιὰ τὸ τελικὸ χτύπημα κατὰ τῆς Ἰαπωνίας. (1338, 226, 1578, 257)
page-number: 2 (20, 18, 31, 40)
ornament-left (39, 25, 640, 35)
paragraph: Ἡ πρώτη συνεδρίαση τῆς διασκέψεως ἄρχισε χθὲς τὸ ἀπόγευμα. Οἱ τρεῖς ἀρχηγοὶ ἀντάλλαξαν ἀπόψεις γιὰ τὴ διαδικασία τῶν ἐργασιῶν καὶ γιὰ τὴ σειρὰ τῶν θεμάτων. (544, 1010, 794, 1041)
subhead-staged: ΑΠΟΔΕΙΚΝΥΕΤΑΙ Η ΣΚΗΝΟΘΕΣΙΑ (1128, 968, 1270, 999)
paragraph: Ἡ συμμαχικὴ διοίκηση ἀνακοίνωσε ὅτι οἱ ἐπιχειρήσεις ἐξελίσσονται ἱκανοποιητικὰ καὶ ὅτι ὁ ἀντίπαλος ἔχει χάσει κάθε δυνατότητα ἀντεπιθέσεως. (1338, 346, 1578, 378)
ornament-right (811, 25, 1412, 35)
subhead-balkan-peace: ΕΜΠΡΗΣΜΟΣ ΤΗΣ ΒΑΛΚΑΝΙΚΗΣ ΕΙΡΗΝΗΣ (32, 413, 256, 443)
headline-kafantaris: ΟΙ ΑΝΑΚΟΙΝΩΣΕΙΣ ΤΟΥ κ. ΚΑΦΑΝΤΑΡΗ (560, 785, 778, 820)
headline-three-traitors: Ο ΛΑΟΣ ΑΣ ΜΑΘΕΙ ΠΟΙΟΙ ΕΔΩΣΑΝ ΧΑΡΗ ΣΤΟΥΣ ΤΡΕΙΣ ΕΘΝΟΠΡΟΔΟΤΕΣ (23, 800, 265, 852)
subhead-right-reaction: Η ΑΝΤΙΔΡΑΣΗ ΤΗΣ ΔΕΞΙΑΣ (845, 242, 1026, 257)
subhead-conference-duration: Η ΔΑΡΚΕΙΑ ΤΗΣ ΔΙΑΣΚΕΨΗΣ (572, 1185, 766, 1200)
headline-electoral-registration: ΟΔΗΓΙΕΣ ΓΙΑ ΤΗΝ ΕΓΓΡΑΦΗ ΣΤΟΥΣ ΕΚΛΟΓΙΚΟΥΣ ΚΑΤΑΛΟΓΟΥΣ (1082, 762, 1316, 813)
subhead-formation: Ο ΣΧΗΜΑΤΙΣΜΟΣ (874, 358, 996, 373)
paragraph: Στὴν τριμερῆ διάσκεψη τῶν «Τριῶν Μεγάλων» ἡ ἑλληνικὴ ὑπόθεση θὰ ἀπασχολήσει, καθὼς πληροφοροῦμαι, σοβαρὰ τὴν προσοχὴ τῶν ἀντιπροσωπειῶν. Ὁ κ. Τσώρτσιλ, ποὺ ἤδη ἔφθασε στὸ Ποτσντὰμ μὲ τὸ Ὑπουργὸ τῶν Ἐξωτερικῶν κ. Ἤντεν, θὰ ὑποστηρίξει τὶς θέσεις τῆς Βρεταννικῆς Κυβερνήσεως, ἐνῶ ἡ σοβιετικὴ ἀντιπροσωπεία, ὅπως διαρρέει, θὰ ζητήσει τὴν ἐκπλήρωση τῶν ὅρων τῆς Βάρκιζας. (22, 250, 267, 315)
subhead-strange-info: ΜΙΑ ΠΕΡΙΕΡΓΗ ΠΛΗΡΟΦΟΡΙΑ (1098, 336, 1300, 351)
subhead-tax-measures: ΓΙΑ ΤΑ ΦΟΡΟΛΟΓΙΚΑ ΜΕΤΡΑ (25, 616, 263, 633)
headline-peristeri-trial: Η ΔΙΚΗ ΤΟΥ ΠΕΡΙΣΤΕΡΙΟΥ (1087, 947, 1311, 964)
paragraph: Στὴ Β' Κακουργιοδικεῖο φυλάκιση 20 ἐτῶν ἐπιβλήθηκε χθὲς σὲ ἕναν πατριώτη γιὰ συμμετοχὴ στὴν Ἀντίσταση. (1076, 1139, 1322, 1160)
paragraph: 2000 Σλάβοι πρόσφυγες κατέφυγαν στὸ Δικαίωμα ἀπὸ τὴν ἄλλη ἑλληνικὴ διάβαση τοῦ ὄρους, σύμφωνα μὲ πληροφορίες ἀπὸ τὴν Ἑλληνικὴ Μακεδονία. Οἱ συμμορίες ἔχουν τὴν ἄνεσιν ἀπροσκόπτου δράσεώς τους ἐπὶ τοῦ ἐδάφους. (283, 180, 528, 222)
paragraph: Ὀργανώσεις καὶ σωματεῖα ἀπηύθυναν τηλεγραφήματα πρὸς τὴν κυβέρνηση ζητώντας τὴ ματαίωση τοῦ ἐγκλήματος. Ὁ λαὸς τῆς Ἀθήνας καὶ τοῦ Πειραιᾶ ἀπαιτεῖ τὴν ἄμεση ἀπελευθέρωση ὅλων τῶν πολιτικῶν κρατουμένων. (22, 1065, 267, 1107)
headline-20000-prisoners: Τὸ ζήτημα τῶν 20.000 κρατουμένων (283, 667, 527, 690)
column-3 (536, 52, 802, 2202)
subhead-federation-meeting: Η ΑΥΡΙΑΝΗ ΣΥΓΚΕΝΤΡΩΣΗ ΤΗΣ ΟΜΟΣΠΟΝΔΙΑΣ ΜΑΧΗΤΡΙΩΝ (35, 1286, 253, 1316)
paragraph: ΚΑΛΑΜΑΤΑ 17. (Τοῦ ἀνταποκριτοῦ μας).—Νέα φρικιαστικὰ ἐγκλήματα διέπραξαν οἱ μοναρχικὲς συμμορίες στὰ χωριὰ τῆς ἐπαρχίας. Κατέστρεψαν σπίτια καὶ κακοποίησαν γυναῖκες καὶ παιδιά. (1076, 613, 1322, 645)
subhead-strike: ΟΙ ΕΡΓΑΤΕΣ ΑΠΕΡΓΟΥΝ (63, 1138, 225, 1153)
paragraph: Τὸ κυβερνητικὸ ζήτημα ἀντιμετωπίζεται στὴν πολιτικὴ ἐπιφάνεια μὲ ἰδιαίτερο ἐνδιαφέρον. Ὅλα τὰ δημοκρατικὰ κόμματα συμφωνοῦν στὸ ὅτι πρέπει νὰ σχηματισθεῖ νέα κυβέρνηση πολιτικὴ ἀπὸ πρόσωπα ποὺ νὰ ἐμπνέουν ἐμπιστοσύνη στὸ λαό. (544, 247, 794, 290)
paragraph: Ἡ ζωὴ τοῦ Μονεδᾶ πρέπει νὰ σωθεῖ. Οἱ ἐργαζόμενοι καλοῦνται νὰ ὑψώσουν τὴ φωνή τους. (22, 1111, 267, 1132)
paragraph: ΜΟΣΧΑ, 17. (Ἰδ. ὑπ.).—Ὁ ραδιοφωνικὸς σταθμὸς τῆς Μόσχας μετέδωσε χθὲς ἐκτενὲς σχόλιο γιὰ τὴ στάση τοῦ Γραφείου τοῦ κόμματος καὶ τὶς δηλώσεις τοῦ σ. Ζαχαριάδη σχετικὰ μὲ τὴν κατάσταση στὴν Ἑλλάδα. (283, 470, 528, 501)
